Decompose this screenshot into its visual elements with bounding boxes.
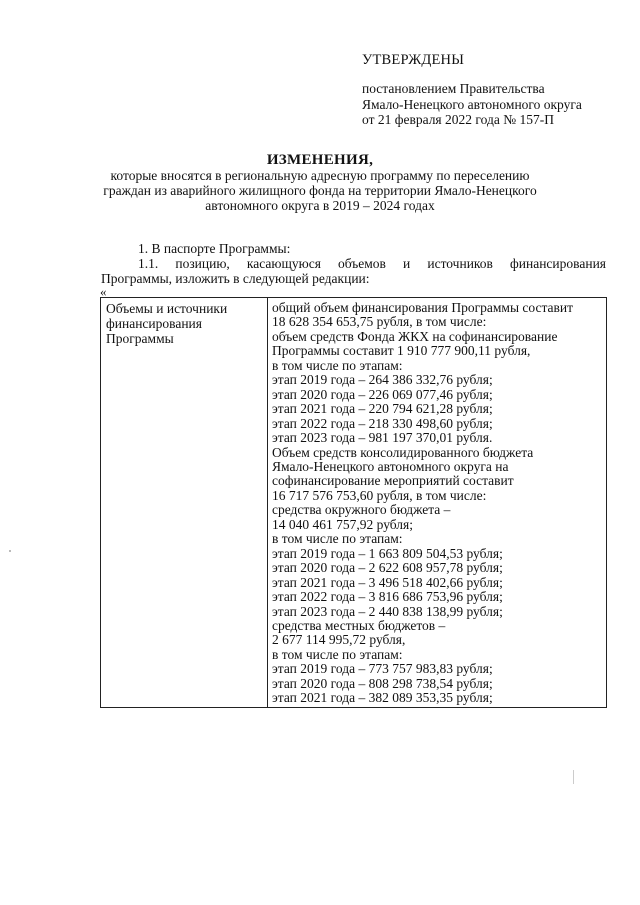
document-subtitle: [100, 168, 540, 213]
section-heading: 1. В паспорте Программы:: [138, 241, 291, 256]
value-line: Ямало-Ненецкого автономного округа на: [272, 458, 509, 474]
value-line: 18 628 354 653,75 рубля, в том числе:: [272, 314, 487, 330]
value-line: средства местных бюджетов –: [272, 617, 446, 633]
approval-line: постановлением Правительства: [362, 81, 545, 96]
subtitle-line: граждан из аварийного жилищного фонда на территории Ямало-Ненецкого: [103, 183, 537, 198]
approved-heading: УТВЕРЖДЕНЫ: [362, 52, 465, 68]
table-value-cell: [272, 301, 604, 706]
subtitle-line: которые вносятся в региональную адресную программу по переселению: [110, 168, 530, 183]
paragraph: [101, 256, 606, 286]
value-line: 16 717 576 753,60 рубля, в том числе:: [272, 487, 487, 503]
approval-block: [362, 81, 582, 128]
table-label-cell: [106, 301, 264, 346]
value-line: в том числе по этапам:: [272, 357, 403, 373]
label-line: финансирования: [106, 316, 202, 331]
value-line: общий объем финансирования Программы составит: [272, 300, 574, 315]
value-line: этап 2019 года – 773 757 983,83 рубля;: [272, 661, 493, 677]
value-line: Объем средств консолидированного бюджета: [272, 444, 534, 460]
value-line: объем средств Фонда ЖКХ на софинансирование: [272, 328, 558, 344]
value-line: этап 2021 года – 220 794 621,28 рубля;: [272, 401, 493, 417]
value-line: этап 2022 года – 218 330 498,60 рубля;: [272, 415, 493, 431]
value-line: в том числе по этапам:: [272, 531, 403, 547]
value-line: 2 677 114 995,72 рубля,: [272, 632, 406, 648]
value-line: Программы составит 1 910 777 900,11 рубля,: [272, 343, 531, 359]
value-line: софинансирование мероприятий составит: [272, 473, 514, 489]
value-line: этап 2022 года – 3 816 686 753,96 рубля;: [272, 589, 503, 605]
value-line: 14 040 461 757,92 рубля;: [272, 516, 413, 532]
approval-line: Ямало-Ненецкого автономного округа: [362, 96, 582, 112]
value-line: этап 2021 года – 382 089 353,35 рубля;: [272, 690, 493, 706]
document-title: ИЗМЕНЕНИЯ,: [266, 152, 374, 168]
paragraph-line: 1.1. позицию, касающуюся объемов и источников финансирования: [138, 256, 606, 271]
value-line: средства окружного бюджета –: [272, 502, 451, 518]
financing-table: [100, 297, 607, 708]
value-line: в том числе по этапам:: [272, 646, 403, 662]
value-line: этап 2019 года – 1 663 809 504,53 рубля;: [272, 545, 503, 561]
subtitle-line: автономного округа в 2019 – 2024 годах: [205, 198, 435, 213]
table-column-divider: [267, 298, 268, 707]
scan-speck: [9, 550, 11, 552]
value-line: этап 2023 года – 981 197 370,01 рубля.: [272, 430, 493, 446]
value-line: этап 2020 года – 226 069 077,46 рубля;: [272, 386, 493, 402]
paragraph-line: Программы, изложить в следующей редакции:: [101, 271, 370, 286]
value-line: этап 2019 года – 264 386 332,76 рубля;: [272, 372, 493, 388]
value-line: этап 2023 года – 2 440 838 138,99 рубля;: [272, 603, 503, 619]
approval-line: от 21 февраля 2022 года № 157-П: [362, 112, 554, 127]
value-line: этап 2021 года – 3 496 518 402,66 рубля;: [272, 574, 503, 590]
label-line: Программы: [106, 331, 174, 346]
opening-quote: «: [100, 284, 107, 299]
scan-speck: [573, 770, 574, 784]
label-line: Объемы и источники: [106, 301, 228, 316]
value-line: этап 2020 года – 808 298 738,54 рубля;: [272, 675, 493, 691]
value-line: этап 2020 года – 2 622 608 957,78 рубля;: [272, 560, 503, 576]
